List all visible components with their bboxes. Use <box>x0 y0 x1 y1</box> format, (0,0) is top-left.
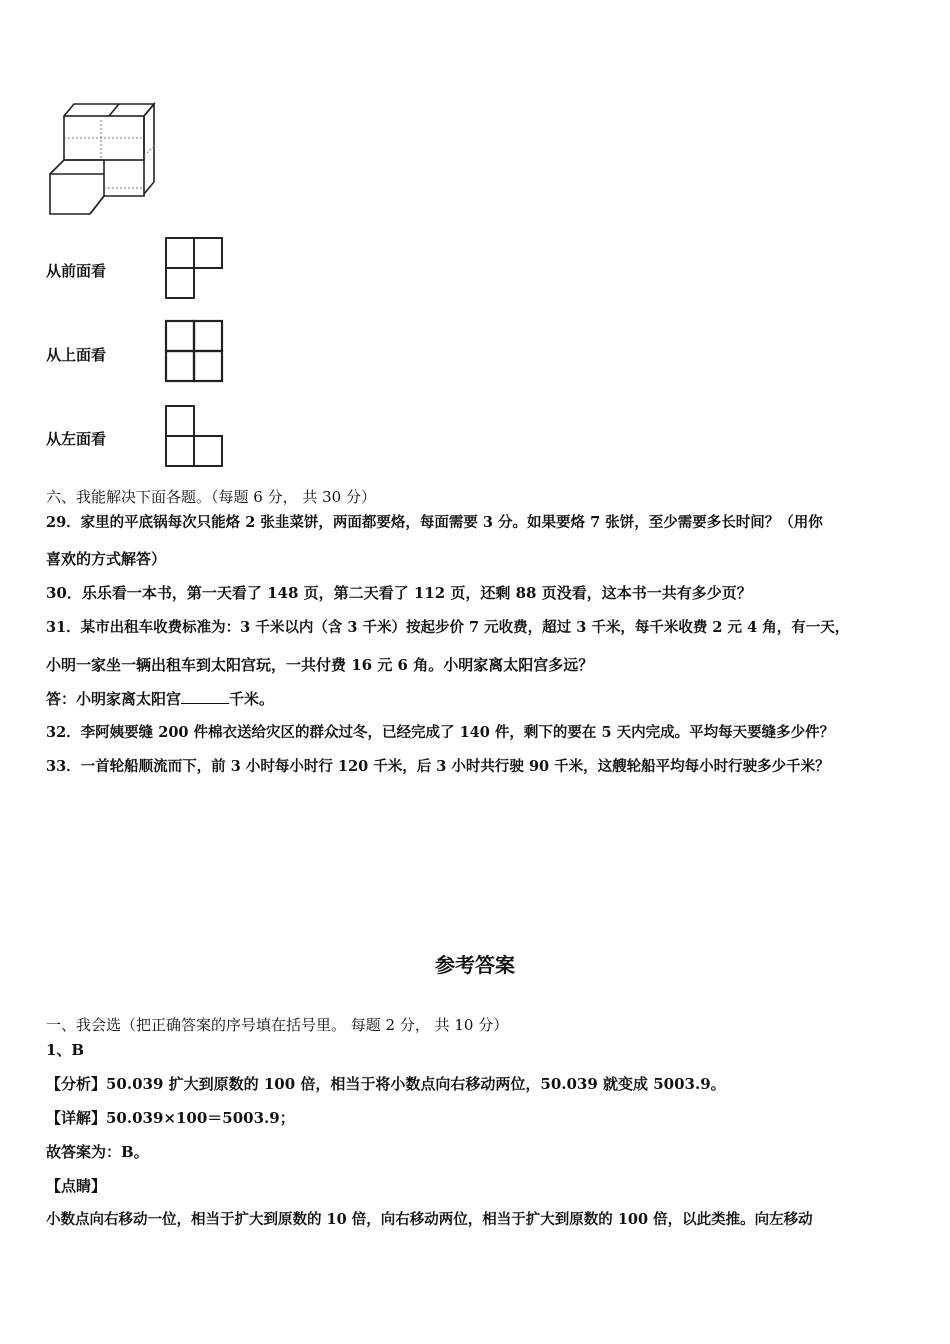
question-31-answer-suffix: 千米。 <box>229 690 275 708</box>
cube-solid-figure <box>44 100 164 220</box>
section6-heading: 六、我能解决下面各题。（每题 6 分， 共 30 分） <box>46 488 376 506</box>
question-32: 32．李阿姨要缝 200 件棉衣送给灾区的群众过冬，已经完成了 140 件，剩下的要在 5 天内完成。平均每天要缝多少件？ <box>46 724 835 741</box>
question-29-line1: 29．家里的平底锅每次只能烙 2 张韭菜饼，两面都要烙，每面需要 3 分。如果要烙 7 张饼，至少需要多长时间？（用你 <box>46 514 823 531</box>
answer-1-analysis: 【分析】50.039 扩大到原数的 100 倍，相当于将小数点向右移动两位，50.039 就变成 5003.9。 <box>46 1075 726 1093</box>
answer-1-tip-text: 小数点向右移动一位，相当于扩大到原数的 10 倍，向右移动两位，相当于扩大到原数的 100 倍，以此类推。向左移动 <box>46 1211 813 1228</box>
answer-1: 1、B <box>46 1041 85 1059</box>
question-31-line2: 小明一家坐一辆出租车到太阳宫玩，一共付费 16 元 6 角。小明家离太阳宫多远？ <box>46 656 594 674</box>
question-30: 30．乐乐看一本书，第一天看了 148 页，第二天看了 112 页，还剩 88 页没看，这本书一共有多少页？ <box>46 584 752 602</box>
answers-title: 参考答案 <box>435 953 515 977</box>
left-view-figure <box>162 402 226 470</box>
answer-1-conclusion: 故答案为：B。 <box>46 1143 149 1161</box>
question-29-line2: 喜欢的方式解答） <box>46 550 167 568</box>
top-view-figure <box>162 318 226 384</box>
question-31-answer <box>46 689 274 709</box>
top-view-label: 从上面看 <box>46 346 107 364</box>
question-31-line1: 31．某市出租车收费标准为：3 千米以内（含 3 千米）按起步价 7 元收费，超过 3 千米，每千米收费 2 元 4 角，有一天， <box>46 619 850 636</box>
answer-1-detail: 【详解】50.039×100＝5003.9； <box>46 1109 295 1127</box>
answers-section1-heading: 一、我会选（把正确答案的序号填在括号里。 每题 2 分， 共 10 分） <box>46 1016 509 1034</box>
question-31-answer-prefix: 答：小明家离太阳宫 <box>46 690 182 708</box>
left-view-label: 从左面看 <box>46 430 107 448</box>
answer-1-tip-label: 【点睛】 <box>46 1177 107 1195</box>
front-view-label: 从前面看 <box>46 262 107 280</box>
front-view-figure <box>162 234 224 300</box>
question-33: 33．一首轮船顺流而下，前 3 小时每小时行 120 千米，后 3 小时共行驶 90 千米，这艘轮船平均每小时行驶多少千米？ <box>46 758 830 775</box>
answer-blank[interactable] <box>181 689 229 704</box>
